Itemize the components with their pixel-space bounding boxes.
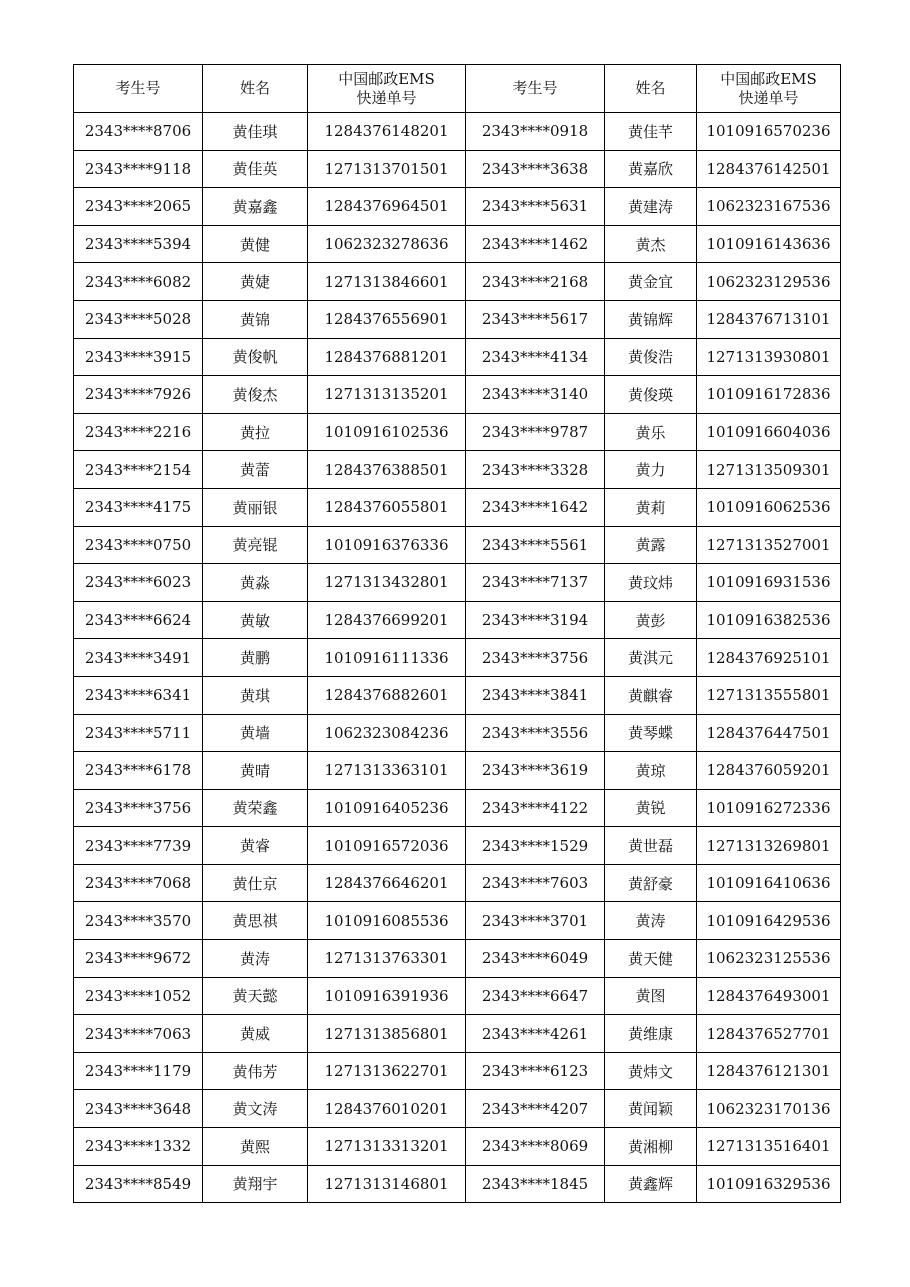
table-row <box>74 714 841 752</box>
ems-number-cell: 1010916111336 <box>308 639 466 677</box>
exam-no-cell: 2343****6647 <box>466 977 605 1015</box>
exam-no-cell: 2343****3756 <box>466 639 605 677</box>
exam-no-cell: 2343****1179 <box>74 1052 203 1090</box>
exam-no-cell: 2343****4261 <box>466 1015 605 1053</box>
name-cell: 黄俊浩 <box>605 338 697 376</box>
table-row <box>74 188 841 226</box>
exam-no-cell: 2343****6341 <box>74 676 203 714</box>
table-row <box>74 488 841 526</box>
exam-no-cell: 2343****3915 <box>74 338 203 376</box>
ems-number-cell: 1010916102536 <box>308 413 466 451</box>
exam-no-cell: 2343****1332 <box>74 1128 203 1166</box>
name-cell: 黄蕾 <box>203 451 308 489</box>
ems-number-cell: 1010916329536 <box>697 1165 841 1203</box>
ems-number-cell: 1284376148201 <box>308 113 466 151</box>
exam-no-cell: 2343****5561 <box>466 526 605 564</box>
table-row <box>74 338 841 376</box>
table-row <box>74 902 841 940</box>
ems-number-cell: 1284376556901 <box>308 300 466 338</box>
exam-no-cell: 2343****3328 <box>466 451 605 489</box>
table-row <box>74 150 841 188</box>
exam-no-cell: 2343****7068 <box>74 864 203 902</box>
table-row <box>74 1165 841 1203</box>
ems-number-cell: 1010916376336 <box>308 526 466 564</box>
exam-no-cell: 2343****1529 <box>466 827 605 865</box>
exam-no-cell: 2343****1845 <box>466 1165 605 1203</box>
name-cell: 黄鹏 <box>203 639 308 677</box>
exam-no-cell: 2343****1462 <box>466 225 605 263</box>
name-cell: 黄露 <box>605 526 697 564</box>
header-ems-line2: 快递单号 <box>356 88 417 107</box>
name-cell: 黄伟芳 <box>203 1052 308 1090</box>
ems-number-cell: 1284376059201 <box>697 752 841 790</box>
table-row <box>74 864 841 902</box>
ems-number-cell: 1271313555801 <box>697 676 841 714</box>
table-row <box>74 1128 841 1166</box>
ems-number-cell: 1284376713101 <box>697 300 841 338</box>
header-exam-no: 考生号 <box>74 65 203 113</box>
exam-no-cell: 2343****5394 <box>74 225 203 263</box>
name-cell: 黄金宜 <box>605 263 697 301</box>
name-cell: 黄熙 <box>203 1128 308 1166</box>
ems-number-cell: 1271313763301 <box>308 940 466 978</box>
ems-number-cell: 1062323170136 <box>697 1090 841 1128</box>
ems-number-cell: 1271313269801 <box>697 827 841 865</box>
name-cell: 黄乐 <box>605 413 697 451</box>
ems-number-cell: 1062323278636 <box>308 225 466 263</box>
ems-number-cell: 1010916172836 <box>697 376 841 414</box>
ems-number-cell: 1010916062536 <box>697 488 841 526</box>
name-cell: 黄炜文 <box>605 1052 697 1090</box>
table-row <box>74 300 841 338</box>
exam-no-cell: 2343****6049 <box>466 940 605 978</box>
ems-number-cell: 1271313622701 <box>308 1052 466 1090</box>
table-row <box>74 451 841 489</box>
ems-number-cell: 1010916143636 <box>697 225 841 263</box>
ems-number-cell: 1284376388501 <box>308 451 466 489</box>
header-exam-no-2: 考生号 <box>466 65 605 113</box>
header-ems-line1: 中国邮政EMS <box>338 69 435 88</box>
exam-no-cell: 2343****9672 <box>74 940 203 978</box>
name-cell: 黄杰 <box>605 225 697 263</box>
name-cell: 黄淼 <box>203 564 308 602</box>
name-cell: 黄闻颖 <box>605 1090 697 1128</box>
name-cell: 黄嘉鑫 <box>203 188 308 226</box>
ems-number-cell: 1284376142501 <box>697 150 841 188</box>
exam-no-cell: 2343****3556 <box>466 714 605 752</box>
ems-number-cell: 1010916931536 <box>697 564 841 602</box>
ems-number-cell: 1271313146801 <box>308 1165 466 1203</box>
ems-number-cell: 1010916572036 <box>308 827 466 865</box>
ems-number-cell: 1284376646201 <box>308 864 466 902</box>
table-body <box>74 113 841 1203</box>
ems-number-cell: 1271313527001 <box>697 526 841 564</box>
exam-no-cell: 2343****2168 <box>466 263 605 301</box>
ems-number-cell: 1010916085536 <box>308 902 466 940</box>
exam-no-cell: 2343****5617 <box>466 300 605 338</box>
name-cell: 黄佳琪 <box>203 113 308 151</box>
exam-no-cell: 2343****4134 <box>466 338 605 376</box>
exam-no-cell: 2343****9118 <box>74 150 203 188</box>
table-row <box>74 113 841 151</box>
exam-no-cell: 2343****8706 <box>74 113 203 151</box>
name-cell: 黄麒睿 <box>605 676 697 714</box>
name-cell: 黄力 <box>605 451 697 489</box>
exam-no-cell: 2343****4122 <box>466 789 605 827</box>
exam-no-cell: 2343****6023 <box>74 564 203 602</box>
table-row <box>74 940 841 978</box>
exam-no-cell: 2343****9787 <box>466 413 605 451</box>
ems-number-cell: 1271313313201 <box>308 1128 466 1166</box>
ems-number-cell: 1010916429536 <box>697 902 841 940</box>
exam-no-cell: 2343****6123 <box>466 1052 605 1090</box>
table-row <box>74 526 841 564</box>
exam-no-cell: 2343****3756 <box>74 789 203 827</box>
ems-number-cell: 1062323167536 <box>697 188 841 226</box>
table-row <box>74 752 841 790</box>
name-cell: 黄俊瑛 <box>605 376 697 414</box>
table-row <box>74 827 841 865</box>
exam-no-cell: 2343****7603 <box>466 864 605 902</box>
name-cell: 黄涛 <box>605 902 697 940</box>
name-cell: 黄晴 <box>203 752 308 790</box>
ems-number-cell: 1284376121301 <box>697 1052 841 1090</box>
ems-number-cell: 1284376882601 <box>308 676 466 714</box>
name-cell: 黄思祺 <box>203 902 308 940</box>
exam-no-cell: 2343****1642 <box>466 488 605 526</box>
name-cell: 黄嘉欣 <box>605 150 697 188</box>
header-ems-line2: 快递单号 <box>738 88 799 107</box>
exam-no-cell: 2343****1052 <box>74 977 203 1015</box>
name-cell: 黄荣鑫 <box>203 789 308 827</box>
name-cell: 黄世磊 <box>605 827 697 865</box>
exam-no-cell: 2343****6624 <box>74 601 203 639</box>
exam-no-cell: 2343****6082 <box>74 263 203 301</box>
name-cell: 黄睿 <box>203 827 308 865</box>
name-cell: 黄彭 <box>605 601 697 639</box>
exam-no-cell: 2343****5028 <box>74 300 203 338</box>
ems-number-cell: 1271313135201 <box>308 376 466 414</box>
ems-roster-table <box>73 64 841 1203</box>
ems-number-cell: 1010916570236 <box>697 113 841 151</box>
ems-number-cell: 1010916391936 <box>308 977 466 1015</box>
header-name: 姓名 <box>203 65 308 113</box>
name-cell: 黄莉 <box>605 488 697 526</box>
header-row <box>74 65 841 113</box>
ems-number-cell: 1284376699201 <box>308 601 466 639</box>
ems-number-cell: 1271313930801 <box>697 338 841 376</box>
exam-no-cell: 2343****2216 <box>74 413 203 451</box>
ems-number-cell: 1271313432801 <box>308 564 466 602</box>
exam-no-cell: 2343****3701 <box>466 902 605 940</box>
name-cell: 黄翔宇 <box>203 1165 308 1203</box>
table-row <box>74 639 841 677</box>
name-cell: 黄淇元 <box>605 639 697 677</box>
header-ems-tracking <box>308 65 466 113</box>
table-row <box>74 789 841 827</box>
table-row <box>74 1052 841 1090</box>
name-cell: 黄图 <box>605 977 697 1015</box>
exam-no-cell: 2343****0918 <box>466 113 605 151</box>
exam-no-cell: 2343****8069 <box>466 1128 605 1166</box>
table-row <box>74 1090 841 1128</box>
name-cell: 黄敏 <box>203 601 308 639</box>
exam-no-cell: 2343****3841 <box>466 676 605 714</box>
ems-number-cell: 1010916272336 <box>697 789 841 827</box>
table-row <box>74 263 841 301</box>
ems-number-cell: 1284376447501 <box>697 714 841 752</box>
ems-number-cell: 1010916405236 <box>308 789 466 827</box>
ems-number-cell: 1062323084236 <box>308 714 466 752</box>
name-cell: 黄涛 <box>203 940 308 978</box>
ems-number-cell: 1062323125536 <box>697 940 841 978</box>
name-cell: 黄锦辉 <box>605 300 697 338</box>
header-ems-tracking-2 <box>697 65 841 113</box>
table-row <box>74 1015 841 1053</box>
name-cell: 黄琴蝶 <box>605 714 697 752</box>
name-cell: 黄鑫辉 <box>605 1165 697 1203</box>
exam-no-cell: 2343****8549 <box>74 1165 203 1203</box>
exam-no-cell: 2343****6178 <box>74 752 203 790</box>
exam-no-cell: 2343****7063 <box>74 1015 203 1053</box>
exam-no-cell: 2343****3140 <box>466 376 605 414</box>
table-row <box>74 376 841 414</box>
exam-no-cell: 2343****4175 <box>74 488 203 526</box>
name-cell: 黄婕 <box>203 263 308 301</box>
name-cell: 黄建涛 <box>605 188 697 226</box>
name-cell: 黄锐 <box>605 789 697 827</box>
ems-number-cell: 1284376925101 <box>697 639 841 677</box>
name-cell: 黄亮锟 <box>203 526 308 564</box>
ems-number-cell: 1271313363101 <box>308 752 466 790</box>
table-row <box>74 676 841 714</box>
exam-no-cell: 2343****7926 <box>74 376 203 414</box>
name-cell: 黄湘柳 <box>605 1128 697 1166</box>
name-cell: 黄天懿 <box>203 977 308 1015</box>
table-row <box>74 564 841 602</box>
table-row <box>74 413 841 451</box>
ems-number-cell: 1284376881201 <box>308 338 466 376</box>
exam-no-cell: 2343****0750 <box>74 526 203 564</box>
name-cell: 黄琪 <box>203 676 308 714</box>
name-cell: 黄仕京 <box>203 864 308 902</box>
exam-no-cell: 2343****5631 <box>466 188 605 226</box>
name-cell: 黄佳芊 <box>605 113 697 151</box>
name-cell: 黄维康 <box>605 1015 697 1053</box>
exam-no-cell: 2343****2065 <box>74 188 203 226</box>
name-cell: 黄佳英 <box>203 150 308 188</box>
exam-no-cell: 2343****3619 <box>466 752 605 790</box>
exam-no-cell: 2343****3491 <box>74 639 203 677</box>
exam-no-cell: 2343****2154 <box>74 451 203 489</box>
ems-number-cell: 1284376055801 <box>308 488 466 526</box>
ems-number-cell: 1271313846601 <box>308 263 466 301</box>
exam-no-cell: 2343****5711 <box>74 714 203 752</box>
name-cell: 黄玟炜 <box>605 564 697 602</box>
ems-number-cell: 1010916382536 <box>697 601 841 639</box>
exam-no-cell: 2343****7137 <box>466 564 605 602</box>
table-row <box>74 977 841 1015</box>
ems-number-cell: 1271313509301 <box>697 451 841 489</box>
name-cell: 黄拉 <box>203 413 308 451</box>
ems-number-cell: 1010916604036 <box>697 413 841 451</box>
exam-no-cell: 2343****3570 <box>74 902 203 940</box>
exam-no-cell: 2343****3648 <box>74 1090 203 1128</box>
name-cell: 黄健 <box>203 225 308 263</box>
name-cell: 黄舒豪 <box>605 864 697 902</box>
table-row <box>74 225 841 263</box>
ems-number-cell: 1284376493001 <box>697 977 841 1015</box>
exam-no-cell: 2343****3194 <box>466 601 605 639</box>
ems-number-cell: 1284376010201 <box>308 1090 466 1128</box>
ems-number-cell: 1271313516401 <box>697 1128 841 1166</box>
name-cell: 黄俊帆 <box>203 338 308 376</box>
ems-number-cell: 1271313701501 <box>308 150 466 188</box>
name-cell: 黄丽银 <box>203 488 308 526</box>
name-cell: 黄天健 <box>605 940 697 978</box>
exam-no-cell: 2343****3638 <box>466 150 605 188</box>
exam-no-cell: 2343****7739 <box>74 827 203 865</box>
name-cell: 黄琼 <box>605 752 697 790</box>
name-cell: 黄威 <box>203 1015 308 1053</box>
name-cell: 黄墙 <box>203 714 308 752</box>
header-name-2: 姓名 <box>605 65 697 113</box>
name-cell: 黄俊杰 <box>203 376 308 414</box>
name-cell: 黄锦 <box>203 300 308 338</box>
ems-number-cell: 1010916410636 <box>697 864 841 902</box>
ems-number-cell: 1062323129536 <box>697 263 841 301</box>
table-row <box>74 601 841 639</box>
exam-no-cell: 2343****4207 <box>466 1090 605 1128</box>
ems-number-cell: 1284376527701 <box>697 1015 841 1053</box>
header-ems-line1: 中国邮政EMS <box>720 69 817 88</box>
name-cell: 黄文涛 <box>203 1090 308 1128</box>
ems-number-cell: 1284376964501 <box>308 188 466 226</box>
ems-number-cell: 1271313856801 <box>308 1015 466 1053</box>
